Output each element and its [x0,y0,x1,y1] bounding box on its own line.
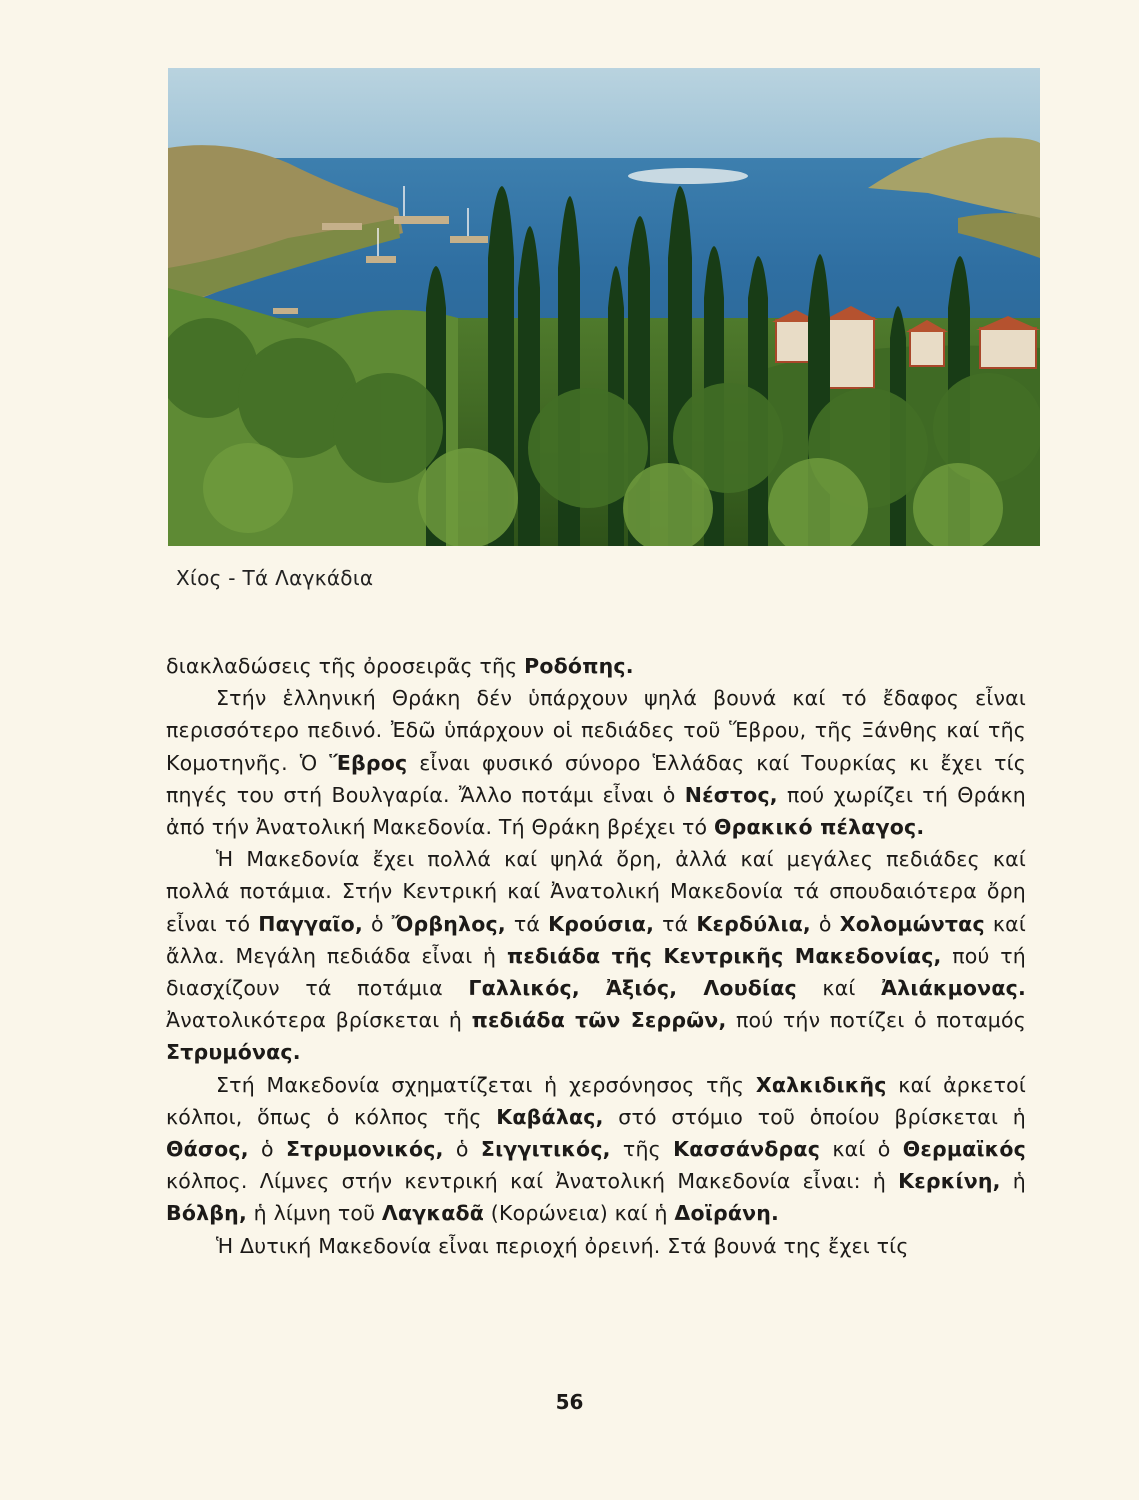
bold-term: πεδιάδα τῶν Σερρῶν, [471,1008,727,1033]
bold-term: Θρακικό πέλαγος. [713,815,925,840]
bold-term: Καβάλας, [496,1104,604,1129]
text-run: Στή Μακεδονία σχηματίζεται ἡ χερσόνησος τῆς [216,1072,756,1097]
paragraph [166,843,1026,1068]
bold-term: Βόλβη, [166,1201,247,1226]
paragraph [166,1069,1026,1230]
paragraph [166,650,1026,682]
text-run: τά [505,911,549,936]
text-run: (Κορώνεια) καί ἡ [484,1201,675,1226]
text-run: εἶναι φυσικό σύνορο Ἑλλάδας καί Τουρκίας κι ἔχει τίς πηγές του στή Βουλγαρία. Ἄλλο ποτάμι εἶναι ὁ [166,750,1027,807]
bold-term: Ροδόπης. [524,654,634,678]
text-run: ἡ λίμνη τοῦ [246,1201,382,1226]
text-run: κόλπος. Λίμνες στήν κεντρική καί Ἀνατολική Μακεδονία εἶναι: ἡ [166,1169,899,1194]
bold-term: Δοϊράνη. [674,1201,780,1226]
bold-term: Κερκίνη, [898,1169,1001,1194]
text-run: ἡ [1000,1169,1026,1194]
text-run: διακλαδώσεις τῆς ὀροσειρᾶς τῆς [166,654,525,678]
bold-term: Στρυμονικός, [285,1137,444,1162]
text-run: ὁ [362,911,392,936]
bold-term: Λαγκαδᾶ [381,1201,485,1226]
bold-term: Θάσος, [166,1137,249,1162]
bold-term: Στρυμόνας. [166,1040,301,1065]
bold-term: Κερδύλια, [696,911,811,936]
bold-term: Χολομώντας [839,911,985,936]
bold-term: Κασσάνδρας [673,1137,821,1162]
bold-term: Θερμαϊκός [902,1137,1026,1162]
bold-term: Ὄρβηλος, [391,911,506,936]
text-run: στό στόμιο τοῦ ὁποίου βρίσκεται ἡ [603,1104,1026,1129]
bold-term: Κρούσια, [548,911,655,936]
text-run: Ἡ Μακεδονία ἔχει πολλά καί ψηλά ὄρη, ἀλλά καί μεγάλες πεδιάδες καί πολλά ποτάμια. Στήν Κεντρική καί Ἀνατολική Μακεδονία τά σπουδαιότερα ὄρη εἶναι τό [166,847,1026,936]
bold-term: πεδιάδα τῆς Κεντρικῆς Μακεδονίας, [506,943,942,968]
text-run: Ἡ Δυτική Μακεδονία εἶναι περιοχή ὀρεινή. Στά βουνά της ἔχει τίς [216,1233,909,1258]
text-run: Στήν ἑλληνική Θράκη δέν ὑπάρχουν ψηλά βουνά καί τό ἔδαφος εἶναι περισσότερο πεδινό. Ἐδῶ ὑπάρχουν οἱ πεδιάδες τοῦ Ἕβρου, τῆς Ξάνθης καί τῆς Κομοτηνῆς. Ὁ [166,686,1026,775]
bold-term: Νέστος, [684,782,778,807]
text-run: τά [654,911,697,936]
chios-bay-photo [168,68,1040,546]
bold-term: Σιγγιτικός, [480,1137,611,1162]
text-run: πού χωρίζει τή Θράκη ἀπό τήν Ἀνατολική Μακεδονία. Τή Θράκη βρέχει τό [166,782,1026,840]
landscape-photo [168,68,1040,546]
paragraph [166,1230,1026,1262]
text-run: ὁ [248,1137,286,1162]
body-text [166,650,1026,1262]
text-run: τῆς [610,1137,674,1162]
bold-term: Χαλκιδικῆς [755,1072,887,1097]
paragraph [166,682,1026,843]
page-number: 56 [555,1390,584,1414]
text-run: πού τήν ποτίζει ὁ ποταμός [726,1008,1026,1033]
bold-term: Γαλλικός, Ἀξιός, Λουδίας [468,976,797,1001]
text-run: καί ἄλλα. Μεγάλη πεδιάδα εἶναι ἡ [166,911,1026,968]
bold-term: Ἀλιάκμονας. [881,976,1026,1001]
text-run: καί ὁ [820,1137,903,1162]
text-run: καί [796,976,882,1001]
text-run: Ἀνατολικότερα βρίσκεται ἡ [166,1008,472,1033]
text-run: πού τή διασχίζουν τά ποτάμια [166,943,1026,1001]
bold-term: Παγγαῖο, [258,911,363,936]
text-run: ὁ [443,1137,481,1162]
bold-term: Ἕβρος [329,750,408,775]
text-run: καί ἀρκετοί κόλποι, ὅπως ὁ κόλπος τῆς [166,1072,1026,1129]
photo-caption: Χίος - Τά Λαγκάδια [176,566,374,590]
text-run: ὁ [810,911,840,936]
